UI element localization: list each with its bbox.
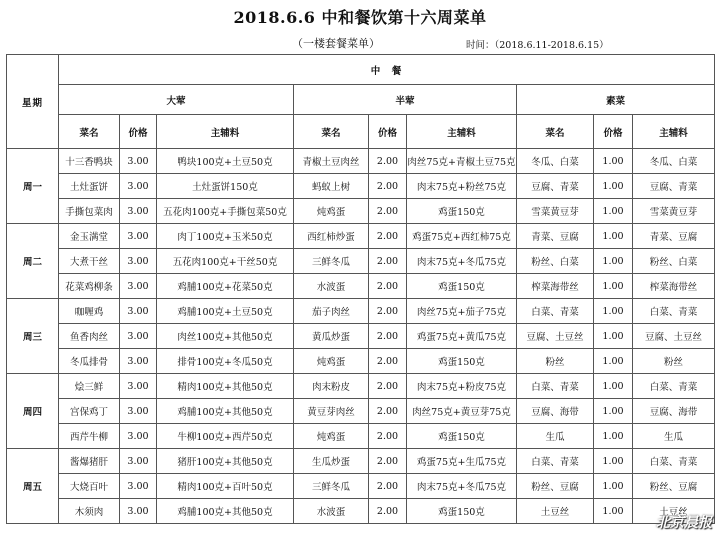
half-price-cell: 2.00 <box>369 224 407 249</box>
table-row <box>7 199 715 224</box>
big-dish-cell: 十三香鸭块 <box>59 149 120 174</box>
big-price-cell: 3.00 <box>120 249 157 274</box>
watermark: 北京晨报 <box>656 515 712 531</box>
half-price-cell: 2.00 <box>369 424 407 449</box>
big-ingredients-cell: 五花肉100克+手撕包菜50克 <box>157 199 294 224</box>
menu-subtitle: （一楼套餐菜单） <box>292 37 380 50</box>
half-ingredients-cell: 鸡蛋75克+黄瓜75克 <box>407 324 517 349</box>
big-dish-cell: 酱爆猪肝 <box>59 449 120 474</box>
veg-price-col-header: 价格 <box>594 115 633 149</box>
half-price-cell: 2.00 <box>369 399 407 424</box>
weekday-cell: 周二 <box>7 224 59 299</box>
half-price-cell: 2.00 <box>369 449 407 474</box>
big-dish-cell: 烩三鲜 <box>59 374 120 399</box>
veg-price-cell: 1.00 <box>594 374 633 399</box>
big-dish-cell: 花菜鸡柳条 <box>59 274 120 299</box>
table-row <box>7 174 715 199</box>
veg-ingredients-cell: 榨菜海带丝 <box>633 274 715 299</box>
half-dish-cell: 三鲜冬瓜 <box>294 249 369 274</box>
vegetable-header: 素菜 <box>517 85 715 115</box>
big-price-cell: 3.00 <box>120 449 157 474</box>
veg-price-cell: 1.00 <box>594 474 633 499</box>
big-price-cell: 3.00 <box>120 174 157 199</box>
half-dish-cell: 肉末粉皮 <box>294 374 369 399</box>
half-price-col-header: 价格 <box>369 115 407 149</box>
big-price-cell: 3.00 <box>120 399 157 424</box>
half-dish-cell: 黄瓜炒蛋 <box>294 324 369 349</box>
big-price-cell: 3.00 <box>120 324 157 349</box>
half-price-cell: 2.00 <box>369 374 407 399</box>
veg-dish-cell: 豆腐、青菜 <box>517 174 594 199</box>
big-ingredients-col-header: 主辅料 <box>157 115 294 149</box>
veg-dish-cell: 白菜、青菜 <box>517 374 594 399</box>
date-range: 时间：（2018.6.11-2018.6.15） <box>466 40 609 51</box>
table-row <box>7 499 715 524</box>
big-ingredients-cell: 排骨100克+冬瓜50克 <box>157 349 294 374</box>
table-row <box>7 474 715 499</box>
table-row <box>7 149 715 174</box>
big-price-cell: 3.00 <box>120 349 157 374</box>
big-ingredients-cell: 鸡脯100克+土豆50克 <box>157 299 294 324</box>
veg-ingredients-cell: 豆腐、海带 <box>633 399 715 424</box>
veg-ingredients-cell: 粉丝、白菜 <box>633 249 715 274</box>
table-row <box>7 374 715 399</box>
half-price-cell: 2.00 <box>369 324 407 349</box>
big-dish-cell: 宫保鸡丁 <box>59 399 120 424</box>
big-dish-cell: 鱼香肉丝 <box>59 324 120 349</box>
half-ingredients-cell: 肉末75克+粉丝75克 <box>407 174 517 199</box>
veg-dish-cell: 白菜、青菜 <box>517 299 594 324</box>
menu-table <box>6 54 715 524</box>
half-dish-cell: 水波蛋 <box>294 499 369 524</box>
veg-ingredients-cell: 白菜、青菜 <box>633 449 715 474</box>
weekday-cell: 周五 <box>7 449 59 524</box>
veg-price-cell: 1.00 <box>594 349 633 374</box>
big-dish-cell: 冬瓜排骨 <box>59 349 120 374</box>
veg-price-cell: 1.00 <box>594 449 633 474</box>
veg-dish-cell: 粉丝、豆腐 <box>517 474 594 499</box>
table-row <box>7 349 715 374</box>
half-dish-cell: 青椒土豆肉丝 <box>294 149 369 174</box>
big-dish-cell: 土灶蛋饼 <box>59 174 120 199</box>
veg-ingredients-cell: 生瓜 <box>633 424 715 449</box>
big-ingredients-cell: 鸡脯100克+花菜50克 <box>157 274 294 299</box>
half-ingredients-cell: 鸡蛋150克 <box>407 424 517 449</box>
half-ingredients-cell: 肉丝75克+黄豆芽75克 <box>407 399 517 424</box>
big-dish-cell: 大烧百叶 <box>59 474 120 499</box>
table-row <box>7 274 715 299</box>
half-dish-cell: 茄子肉丝 <box>294 299 369 324</box>
veg-ingredients-col-header: 主辅料 <box>633 115 715 149</box>
half-ingredients-cell: 肉丝75克+茄子75克 <box>407 299 517 324</box>
half-price-cell: 2.00 <box>369 249 407 274</box>
big-price-cell: 3.00 <box>120 199 157 224</box>
veg-dish-cell: 豆腐、土豆丝 <box>517 324 594 349</box>
big-dish-cell: 手撕包菜肉 <box>59 199 120 224</box>
half-dish-cell: 水波蛋 <box>294 274 369 299</box>
half-ingredients-cell: 鸡蛋75克+西红柿75克 <box>407 224 517 249</box>
veg-ingredients-cell: 雪菜黄豆芽 <box>633 199 715 224</box>
half-price-cell: 2.00 <box>369 499 407 524</box>
big-dish-cell: 木须肉 <box>59 499 120 524</box>
veg-dish-cell: 豆腐、海带 <box>517 399 594 424</box>
veg-ingredients-cell: 白菜、青菜 <box>633 374 715 399</box>
veg-dish-cell: 粉丝、白菜 <box>517 249 594 274</box>
veg-price-cell: 1.00 <box>594 199 633 224</box>
table-row <box>7 449 715 474</box>
half-price-cell: 2.00 <box>369 274 407 299</box>
veg-dish-cell: 生瓜 <box>517 424 594 449</box>
half-price-cell: 2.00 <box>369 149 407 174</box>
veg-price-cell: 1.00 <box>594 249 633 274</box>
veg-dish-cell: 冬瓜、白菜 <box>517 149 594 174</box>
half-price-cell: 2.00 <box>369 199 407 224</box>
veg-price-cell: 1.00 <box>594 174 633 199</box>
veg-ingredients-cell: 豆腐、土豆丝 <box>633 324 715 349</box>
veg-dish-cell: 雪菜黄豆芽 <box>517 199 594 224</box>
veg-ingredients-cell: 白菜、青菜 <box>633 299 715 324</box>
half-dish-cell: 三鲜冬瓜 <box>294 474 369 499</box>
veg-ingredients-cell: 土豆丝 <box>633 499 715 524</box>
half-dish-cell: 炖鸡蛋 <box>294 199 369 224</box>
veg-ingredients-cell: 冬瓜、白菜 <box>633 149 715 174</box>
big-price-cell: 3.00 <box>120 274 157 299</box>
veg-ingredients-cell: 青菜、豆腐 <box>633 224 715 249</box>
table-row <box>7 399 715 424</box>
big-dish-cell: 西芹牛柳 <box>59 424 120 449</box>
big-dish-cell: 大煮干丝 <box>59 249 120 274</box>
veg-price-cell: 1.00 <box>594 274 633 299</box>
half-price-cell: 2.00 <box>369 299 407 324</box>
weekday-cell: 周三 <box>7 299 59 374</box>
big-ingredients-cell: 鸭块100克+土豆50克 <box>157 149 294 174</box>
veg-price-cell: 1.00 <box>594 149 633 174</box>
big-ingredients-cell: 肉丁100克+玉米50克 <box>157 224 294 249</box>
veg-dish-cell: 粉丝 <box>517 349 594 374</box>
veg-price-cell: 1.00 <box>594 499 633 524</box>
half-ingredients-cell: 鸡蛋150克 <box>407 499 517 524</box>
big-ingredients-cell: 精肉100克+百叶50克 <box>157 474 294 499</box>
big-dish-cell: 咖喱鸡 <box>59 299 120 324</box>
big-ingredients-cell: 五花肉100克+干丝50克 <box>157 249 294 274</box>
half-dish-cell: 西红柿炒蛋 <box>294 224 369 249</box>
half-ingredients-cell: 肉末75克+粉皮75克 <box>407 374 517 399</box>
veg-price-cell: 1.00 <box>594 399 633 424</box>
veg-dish-cell: 青菜、豆腐 <box>517 224 594 249</box>
big-ingredients-cell: 猪肝100克+其他50克 <box>157 449 294 474</box>
half-dish-cell: 炖鸡蛋 <box>294 349 369 374</box>
half-price-cell: 2.00 <box>369 474 407 499</box>
big-ingredients-cell: 鸡脯100克+其他50克 <box>157 399 294 424</box>
big-price-cell: 3.00 <box>120 499 157 524</box>
weekday-header: 星期 <box>7 55 59 149</box>
big-ingredients-cell: 牛柳100克+西芹50克 <box>157 424 294 449</box>
veg-dish-cell: 白菜、青菜 <box>517 449 594 474</box>
big-price-cell: 3.00 <box>120 374 157 399</box>
half-price-cell: 2.00 <box>369 349 407 374</box>
table-row <box>7 299 715 324</box>
veg-dish-cell: 榨菜海带丝 <box>517 274 594 299</box>
veg-dish-cell: 土豆丝 <box>517 499 594 524</box>
table-row <box>7 249 715 274</box>
big-price-cell: 3.00 <box>120 424 157 449</box>
veg-ingredients-cell: 豆腐、青菜 <box>633 174 715 199</box>
half-ingredients-col-header: 主辅料 <box>407 115 517 149</box>
big-price-cell: 3.00 <box>120 149 157 174</box>
big-price-cell: 3.00 <box>120 299 157 324</box>
veg-price-cell: 1.00 <box>594 299 633 324</box>
half-ingredients-cell: 鸡蛋75克+生瓜75克 <box>407 449 517 474</box>
half-dish-col-header: 菜名 <box>294 115 369 149</box>
half-ingredients-cell: 肉末75克+冬瓜75克 <box>407 249 517 274</box>
meal-header: 中 餐 <box>59 55 715 85</box>
big-meat-header: 大荤 <box>59 85 294 115</box>
big-ingredients-cell: 肉丝100克+其他50克 <box>157 324 294 349</box>
half-ingredients-cell: 鸡蛋150克 <box>407 349 517 374</box>
veg-ingredients-cell: 粉丝、豆腐 <box>633 474 715 499</box>
page-title: 2018.6.6 中和餐饮第十六周菜单 <box>233 8 487 27</box>
veg-ingredients-cell: 粉丝 <box>633 349 715 374</box>
weekday-cell: 周四 <box>7 374 59 449</box>
half-dish-cell: 生瓜炒蛋 <box>294 449 369 474</box>
weekday-cell: 周一 <box>7 149 59 224</box>
half-dish-cell: 蚂蚁上树 <box>294 174 369 199</box>
big-ingredients-cell: 土灶蛋饼150克 <box>157 174 294 199</box>
half-ingredients-cell: 鸡蛋150克 <box>407 199 517 224</box>
half-dish-cell: 炖鸡蛋 <box>294 424 369 449</box>
big-ingredients-cell: 鸡脯100克+其他50克 <box>157 499 294 524</box>
table-row <box>7 424 715 449</box>
big-dish-col-header: 菜名 <box>59 115 120 149</box>
half-ingredients-cell: 肉末75克+冬瓜75克 <box>407 474 517 499</box>
half-ingredients-cell: 肉丝75克+青椒土豆75克 <box>407 149 517 174</box>
half-meat-header: 半荤 <box>294 85 517 115</box>
big-ingredients-cell: 精肉100克+其他50克 <box>157 374 294 399</box>
table-row <box>7 324 715 349</box>
veg-price-cell: 1.00 <box>594 224 633 249</box>
veg-dish-col-header: 菜名 <box>517 115 594 149</box>
big-price-col-header: 价格 <box>120 115 157 149</box>
big-price-cell: 3.00 <box>120 224 157 249</box>
big-price-cell: 3.00 <box>120 474 157 499</box>
veg-price-cell: 1.00 <box>594 324 633 349</box>
half-price-cell: 2.00 <box>369 174 407 199</box>
veg-price-cell: 1.00 <box>594 424 633 449</box>
half-ingredients-cell: 鸡蛋150克 <box>407 274 517 299</box>
half-dish-cell: 黄豆芽肉丝 <box>294 399 369 424</box>
big-dish-cell: 金玉满堂 <box>59 224 120 249</box>
table-row <box>7 224 715 249</box>
